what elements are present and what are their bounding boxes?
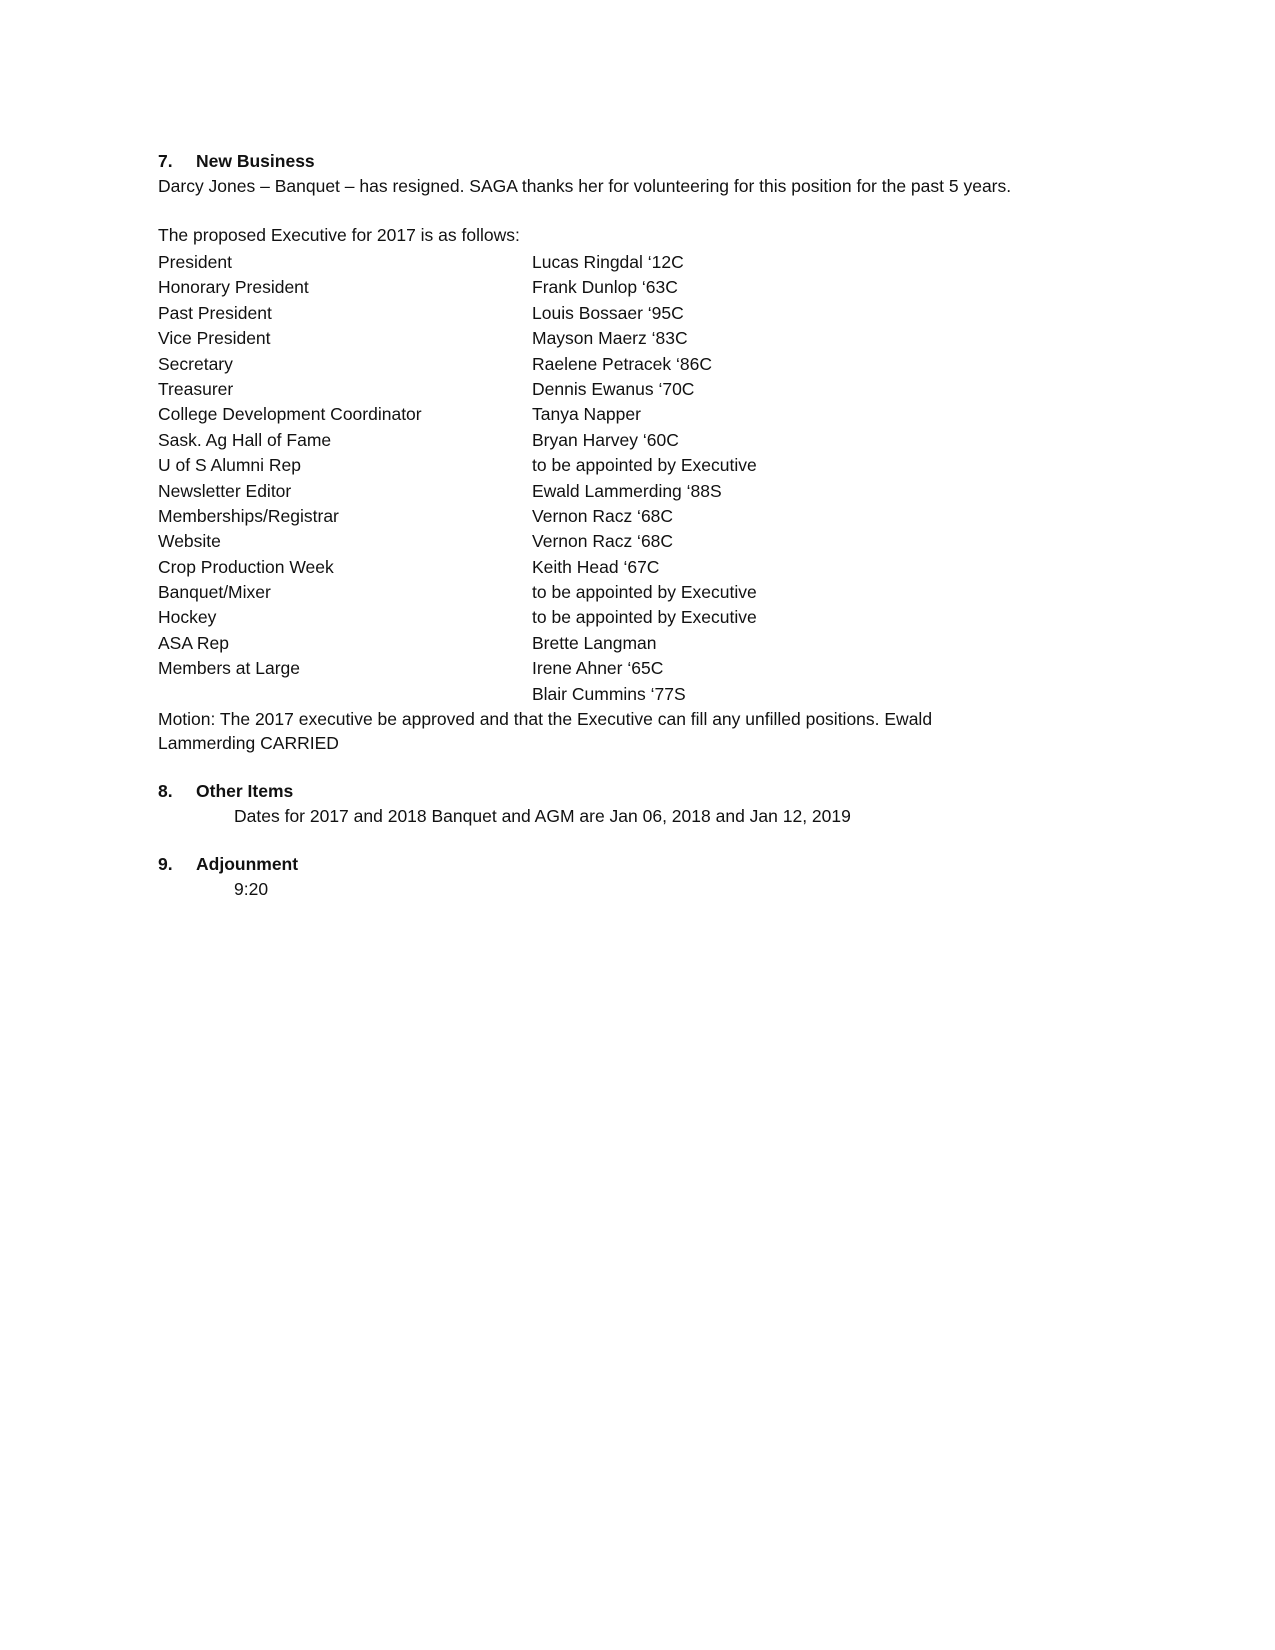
- executive-role: ASA Rep: [158, 632, 230, 653]
- executive-role: College Development Coordinator: [158, 404, 422, 425]
- executive-name: Keith Head ‘67C: [532, 556, 660, 577]
- executive-name: to be appointed by Executive: [532, 607, 757, 628]
- executive-name: Raelene Petracek ‘86C: [532, 353, 712, 374]
- executive-role: Website: [158, 531, 221, 552]
- executive-row: [158, 428, 878, 453]
- executive-role: Crop Production Week: [158, 556, 334, 577]
- executive-name: Dennis Ewanus ‘70C: [532, 378, 695, 399]
- executive-row: [158, 682, 878, 707]
- executive-name: Frank Dunlop ‘63C: [532, 277, 678, 298]
- section-number: 8.: [158, 781, 173, 801]
- executive-name: Mayson Maerz ‘83C: [532, 328, 688, 349]
- section-title: Adjounment: [196, 854, 299, 874]
- executive-role: [158, 682, 532, 707]
- executive-name: Louis Bossaer ‘95C: [532, 302, 684, 323]
- executive-row: [158, 605, 878, 630]
- executive-row: [158, 377, 878, 402]
- resignation-note: Darcy Jones – Banquet – has resigned. SAGA thanks her for volunteering for this position for the past 5 years.: [158, 176, 1012, 196]
- executive-role: Sask. Ag Hall of Fame: [158, 429, 332, 450]
- executive-role: Vice President: [158, 328, 271, 349]
- executive-intro: The proposed Executive for 2017 is as follows:: [158, 225, 520, 245]
- executive-name: Tanya Napper: [532, 404, 641, 425]
- executive-role: President: [158, 252, 232, 272]
- executive-row: [158, 656, 878, 681]
- executive-name: Ewald Lammerding ‘88S: [532, 480, 722, 501]
- executive-row: [158, 250, 878, 275]
- other-items-text: Dates for 2017 and 2018 Banquet and AGM are Jan 06, 2018 and Jan 12, 2019: [234, 806, 851, 826]
- executive-row: [158, 301, 878, 326]
- executive-name: Vernon Racz ‘68C: [532, 505, 674, 526]
- executive-name: Lucas Ringdal ‘12C: [532, 252, 684, 272]
- executive-row: [158, 275, 878, 300]
- section-heading-new-business: [158, 149, 315, 174]
- executive-row: [158, 504, 878, 529]
- section-heading-adjournment: [158, 852, 298, 877]
- section-title: New Business: [196, 151, 315, 171]
- executive-role: Banquet/Mixer: [158, 582, 271, 603]
- section-heading-other-items: [158, 779, 293, 804]
- executive-role: Newsletter Editor: [158, 480, 292, 501]
- section-number: 9.: [158, 854, 173, 874]
- motion-line-1: Motion: The 2017 executive be approved and that the Executive can fill any unfilled positions. Ewald: [158, 709, 933, 729]
- section-number: 7.: [158, 151, 173, 171]
- executive-role: Past President: [158, 302, 272, 323]
- executive-row: [158, 453, 878, 478]
- executive-role: U of S Alumni Rep: [158, 455, 301, 476]
- executive-role: Hockey: [158, 607, 217, 628]
- executive-name: to be appointed by Executive: [532, 455, 757, 476]
- executive-role: Honorary President: [158, 277, 309, 298]
- executive-row: [158, 326, 878, 351]
- executive-role: Treasurer: [158, 378, 234, 399]
- section-title: Other Items: [196, 781, 294, 801]
- executive-list: [158, 250, 878, 707]
- adjournment-time: 9:20: [234, 879, 269, 899]
- executive-role: Secretary: [158, 353, 233, 374]
- executive-row: [158, 352, 878, 377]
- motion-line-2: Lammerding CARRIED: [158, 733, 339, 753]
- executive-row: [158, 580, 878, 605]
- executive-name: Brette Langman: [532, 632, 657, 653]
- executive-name: Bryan Harvey ‘60C: [532, 429, 679, 450]
- executive-name: Vernon Racz ‘68C: [532, 531, 674, 552]
- executive-row: [158, 402, 878, 427]
- executive-role: Members at Large: [158, 658, 301, 679]
- executive-name: Irene Ahner ‘65C: [532, 658, 664, 679]
- executive-row: [158, 631, 878, 656]
- executive-row: [158, 555, 878, 580]
- executive-row: [158, 529, 878, 554]
- executive-name: to be appointed by Executive: [532, 582, 757, 603]
- executive-row: [158, 479, 878, 504]
- executive-role: Memberships/Registrar: [158, 505, 339, 526]
- executive-name: Blair Cummins ‘77S: [532, 683, 686, 704]
